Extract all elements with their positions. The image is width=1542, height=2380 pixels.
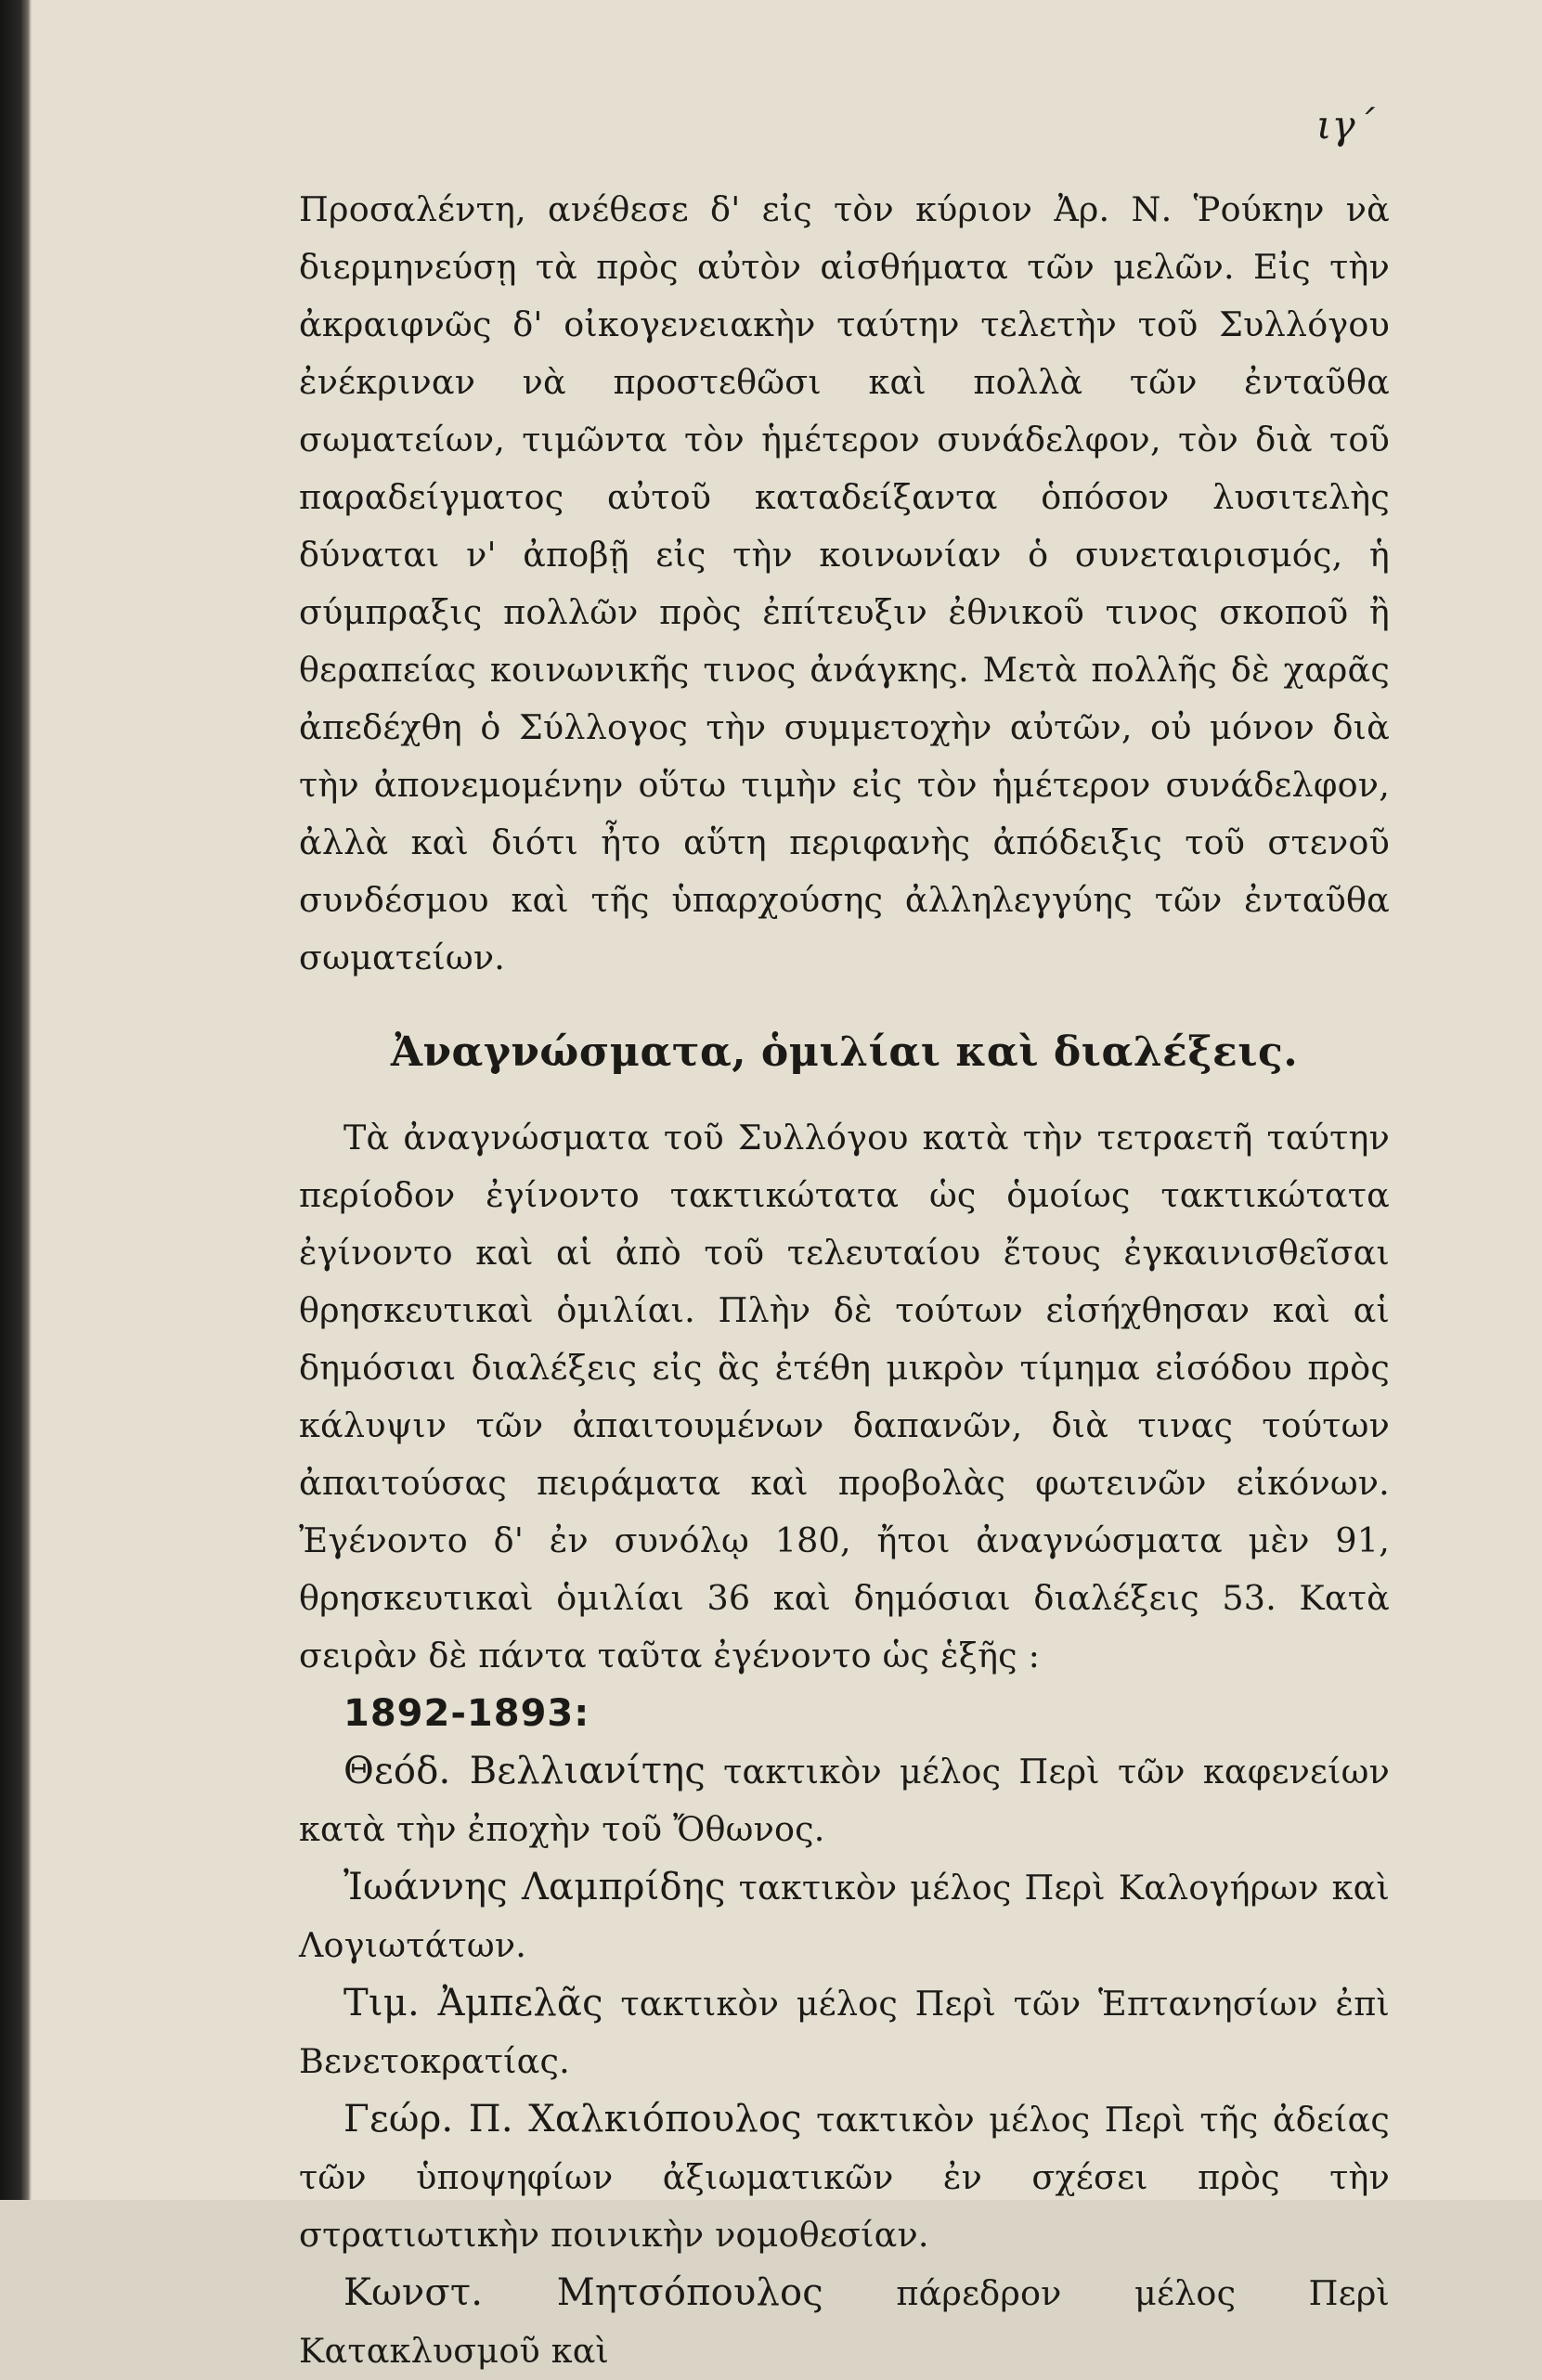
lecture-text: τακτικὸν μέλος Περὶ τῆς ἀδείας τῶν ὑποψηφίων ἀξιωματικῶν ἐν σχέσει πρὸς τὴν στρατιωτικὴν ποινικὴν νομοθεσίαν. [299, 2100, 1390, 2255]
section-heading: Ἀναγνώσματα, ὁμιλίαι καὶ διαλέξεις. [390, 1028, 1299, 1076]
lecture-entry [299, 1974, 1390, 2090]
lecture-entry [299, 2090, 1390, 2264]
lecture-text: τακτικὸν μέλος Περὶ Καλογήρων καὶ Λογιωτάτων. [299, 1868, 1390, 1965]
lecture-entry [299, 2264, 1390, 2380]
page-content [299, 181, 1390, 2380]
page-number: ιγ΄ [1316, 102, 1375, 148]
lecture-text: πάρεδρον μέλος Περὶ Κατακλυσμοῦ καὶ [299, 2273, 1390, 2371]
lecture-text: τακτικὸν μέλος Περὶ τῶν Ἑπτανησίων ἐπὶ Βενετοκρατίας. [299, 1984, 1390, 2081]
year-heading: 1892-1893: [343, 1692, 590, 1735]
binding-shadow [0, 0, 32, 2200]
lecturer-name: Ἰωάννης Λαμπρίδης [343, 1866, 726, 1908]
paragraph-1: Προσαλέντη, ανέθεσε δ' εἰς τὸν κύριον Ἀρ. Ν. Ῥούκην νὰ διερμηνεύσῃ τὰ πρὸς αὐτὸν αἰσθήματα τῶν μελῶν. Εἰς τὴν ἀκραιφνῶς δ' οἰκογενειακὴν ταύτην τελετὴν τοῦ Συλλόγου ἐνέκριναν νὰ προστεθῶσι καὶ πολλὰ τῶν ἐνταῦθα σωματείων, τιμῶντα τὸν ἡμέτερον συνάδελφον, τὸν διὰ τοῦ παραδείγματος αὐτοῦ καταδείξαντα ὁπόσον λυσιτελὴς δύναται ν' ἀποβῇ εἰς τὴν κοινωνίαν ὁ συνεταιρισμός, ἡ σύμπραξις πολλῶν πρὸς ἐπίτευξιν ἐθνικοῦ τινος σκοποῦ ἢ θεραπείας κοινωνικῆς τινος ἀνάγκης. Μετὰ πολλῆς δὲ χαρᾶς ἀπεδέχθη ὁ Σύλλογος τὴν συμμετοχὴν αὐτῶν, οὐ μόνον διὰ τὴν ἀπονεμομένην οὕτω τιμὴν εἰς τὸν ἡμέτερον συνάδελφον, ἀλλὰ καὶ διότι ἦτο αὕτη περιφανὴς ἀπόδειξις τοῦ στενοῦ συνδέσμου καὶ τῆς ὑπαρχούσης ἀλληλεγγύης τῶν ἐνταῦθα σωματείων. [299, 189, 1390, 977]
lecture-text: τακτικὸν μέλος Περὶ τῶν καφενείων κατὰ τὴν ἐποχὴν τοῦ Ὄθωνος. [299, 1752, 1390, 1849]
lecture-entry [299, 1742, 1390, 1858]
lecturer-name: Τιμ. Ἀμπελᾶς [343, 1982, 603, 2024]
lecture-entry [299, 1858, 1390, 1974]
paragraph-2: Τὰ ἀναγνώσματα τοῦ Συλλόγου κατὰ τὴν τετραετῆ ταύτην περίοδον ἐγίνοντο τακτικώτατα ὡς ὁμοίως τακτικώτατα ἐγίνοντο καὶ αἱ ἀπὸ τοῦ τελευταίου ἔτους ἐγκαινισθεῖσαι θρησκευτικαὶ ὁμιλίαι. Πλὴν δὲ τούτων εἰσήχθησαν καὶ αἱ δημόσιαι διαλέξεις εἰς ἃς ἐτέθη μικρὸν τίμημα εἰσόδου πρὸς κάλυψιν τῶν ἀπαιτουμένων δαπανῶν, διὰ τινας τούτων ἀπαιτούσας πειράματα καὶ προβολὰς φωτεινῶν εἰκόνων. Ἐγένοντο δ' ἐν συνόλῳ 180, ἤτοι ἀναγνώσματα μὲν 91, θρησκευτικαὶ ὁμιλίαι 36 καὶ δημόσιαι διαλέξεις 53. Κατὰ σειρὰν δὲ πάντα ταῦτα ἐγένοντο ὡς ἑξῆς : [299, 1118, 1390, 1675]
lecturer-name: Θεόδ. Βελλιανίτης [343, 1750, 706, 1792]
lecturer-name: Κωνστ. Μητσόπουλος [343, 2271, 823, 2314]
lecturer-name: Γεώρ. Π. Χαλκιόπουλος [343, 2098, 802, 2141]
